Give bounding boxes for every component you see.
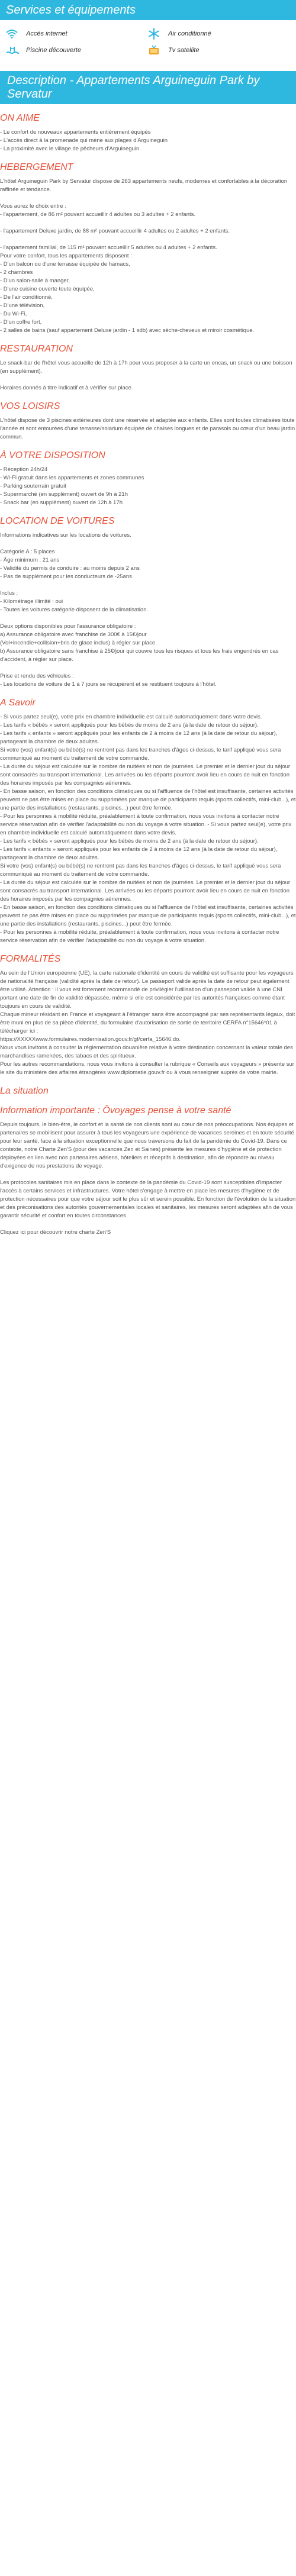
text-line: Nous vous invitons à consulter la réglementation douanière relative à votre destination concernant la valeur totale des marchandises ramenées, des tabacs et des spiritueux. — [0, 1044, 293, 1059]
text-line: Inclus : — [0, 590, 18, 597]
section-content — [0, 417, 296, 441]
description-title: Description - Appartements Arguineguin Park by Servatur — [0, 71, 296, 104]
paragraph — [0, 1179, 296, 1220]
text-line: https://XXXXXwww.formulaires.modernisation.gouv.fr/gf/cerfa_15646.do. — [0, 1036, 181, 1043]
text-line: - En basse saison, en fonction des conditions climatiques ou si l'affluence de l'hôtel est insuffisante, certaines activités peuvent ne pas être mises en place ou supprimées par manque de participants requis (sports collectifs, mini-club...), et une partie des installations (restaurants, piscines...) peut être fermée. — [0, 788, 296, 811]
snowflake-icon — [148, 27, 163, 40]
text-line: - De l'air conditionné, — [0, 294, 53, 301]
text-line: - 2 chambres — [0, 269, 33, 276]
services-title: Services et équipements — [0, 0, 296, 20]
amenity-pool — [6, 44, 148, 57]
section-heading: Information importante : Ôvoyages pense à votre santé — [0, 1105, 231, 1115]
section-content — [0, 531, 296, 689]
text-line: Les protocoles sanitaires mis en place dans le contexte de la pandémie du Covid-19 sont susceptibles d'impacter l'accès à certains services et infrastructures. Votre hôtel s'engage à mettre en place les mesures d'hygiène et de protection nécessaires pour que votre séjour soit le plus sûr et serein possible. En fonction de l'évolution de la situation et des préconisations des autorités gouvernementales locales et sanitaires, les mesures seront adaptées afin de vous garantir sécurité et confort en toutes circonstances. — [0, 1179, 296, 1219]
text-line: - Wi-Fi gratuit dans les appartements et zones communes — [0, 475, 144, 481]
paragraph — [0, 466, 296, 507]
text-line: - D'une cuisine ouverte toute équipée, — [0, 286, 95, 292]
text-line: Pour votre confort, tous les appartements disposent : — [0, 253, 132, 259]
text-line: a) Assurance obligatoire avec franchise de 300€ à 15€/jour — [0, 631, 147, 638]
text-line: Si votre (vos) enfant(s) ou bébé(s) ne rentrent pas dans les tranches d'âges ci-dessus, le tarif appliqué vous sera communiqué au moment du traitement de votre commande. — [0, 747, 281, 762]
text-line: - D'une télévision, — [0, 302, 45, 309]
text-line: - l'appartement familial, de 115 m² pouvant accueillir 5 adultes ou 4 adultes + 2 enfants. — [0, 244, 217, 251]
text-line: - D'un salon-salle à manger, — [0, 278, 70, 284]
text-line: Horaires donnés à titre indicatif et à vérifier sur place. — [0, 385, 133, 391]
text-line: Deux options disponibles pour l'assurance obligatoire : — [0, 623, 136, 630]
text-line: - Les tarifs « enfants » seront appliqués pour les enfants de 2 à moins de 12 ans (à la date de retour du séjour), partageant la chambre de deux adultes. — [0, 846, 278, 861]
text-line: - Supermarché (en supplément) ouvert de 9h à 21h — [0, 491, 128, 498]
text-line: Catégorie A : 5 places — [0, 549, 55, 555]
text-line: - Pour les personnes à mobilité réduite, préalablement à toute confirmation, nous vous invitons à contacter notre service réservation afin de vérifier l'adaptabilité ou non du voyage à votre situation. - Si vous partez seul(e), votre prix en chambre individuelle est calculé automatiquement dans votre devis. — [0, 813, 292, 836]
paragraph — [0, 548, 296, 581]
section-location-voitures — [0, 515, 296, 689]
text-line: - Parking souterrain gratuit — [0, 483, 66, 489]
paragraph — [0, 384, 296, 392]
text-line: - La durée du séjour est calculée sur le nombre de nuitées et non de journées. Le premier et le dernier jour du séjour sont consacrés au transport international. Les arrivées ou les départs pourront avoir lieu en cours de nuit en fonction des horaires imposés par les compagnies aériennes. — [0, 763, 291, 786]
text-line: - Les tarifs « bébés » seront appliqués pour les bébés de moins de 2 ans (à la date de retour du séjour). — [0, 838, 259, 844]
text-line: - Kilométrage illimité : oui — [0, 598, 63, 605]
section-content — [0, 466, 296, 507]
text-line: - La proximité avec le village de pêcheurs d'Arguineguin — [0, 146, 140, 152]
text-line: - l'appartement Deluxe jardin, de 88 m² pouvant accueillir 4 adultes ou 2 adultes + 2 enfants. — [0, 228, 230, 234]
section-heading: À VOTRE DISPOSITION — [0, 450, 105, 460]
section-situation — [0, 1085, 296, 1097]
text-line: - Les tarifs « enfants » seront appliqués pour les enfants de 2 à moins de 12 ans (à la date de retour du séjour), partageant la chambre de deux adultes. — [0, 730, 278, 745]
paragraph — [0, 417, 296, 441]
text-line: Cliquez ici pour découvrir notre charte Zen'S — [0, 1229, 111, 1236]
section-content — [0, 359, 296, 392]
text-line: - L'accès direct à la promenade qui mène aux plages d'Arguineguin — [0, 137, 168, 144]
text-line: - Snack bar (en supplément) ouvert de 12h à 17h — [0, 499, 123, 506]
section-heading: LOCATION DE VOITURES — [0, 516, 115, 526]
text-line: - En basse saison, en fonction des conditions climatiques ou si l'affluence de l'hôtel est insuffisante, certaines activités peuvent ne pas être mises en place ou supprimées par manque de participants requis (sports collectifs, mini-club...), et une partie des installations (restaurants, piscines...) peut être fermée. — [0, 904, 296, 927]
text-line: - Toutes les voitures catégorie disposent de la climatisation. — [0, 607, 149, 613]
amenity-label: Piscine découverte — [26, 47, 81, 54]
text-line: - D'un coffre fort, — [0, 319, 42, 325]
paragraph — [0, 1229, 296, 1237]
pool-icon — [6, 44, 21, 57]
text-line: L'hôtel Arguineguin Park by Servatur dispose de 263 appartements neufs, modernes et confortables à la décoration raffinée et tendance. — [0, 178, 288, 193]
section-content — [0, 969, 296, 1077]
paragraph — [0, 713, 296, 945]
section-heading: FORMALITÉS — [0, 954, 61, 964]
section-heading: RESTAURATION — [0, 344, 73, 354]
text-line: Chaque mineur résidant en France et voyageant à l'étranger sans être accompagné par ses représentants légaux, doit être muni en plus de sa pièce d'identité, du formulaire d'autorisation de sortie de territoire CERFA n°15646*01 à télécharger ici : — [0, 1011, 295, 1034]
page — [0, 0, 296, 1251]
description-body — [0, 112, 296, 1237]
text-line: - La durée du séjour est calculée sur le nombre de nuitées et non de journées. Le premier et le dernier jour du séjour sont consacrés au transport international. Les arrivées ou les départs pourront avoir lieu en cours de nuit en fonction des horaires imposés par les compagnies aériennes. — [0, 879, 291, 902]
section-restauration — [0, 343, 296, 392]
amenity-air-conditioning — [148, 27, 290, 40]
section-content — [0, 128, 296, 153]
text-line: - Du Wi-Fi, — [0, 311, 27, 317]
text-line: L'hôtel dispose de 3 piscines extérieures dont une réservée et adaptée aux enfants. Elles sont toutes climatisées toute l'année et sont entourées d'une terrasse/solarium équipée de chaises longues et de parasols ou cœur d'un beau jardin commun. — [0, 417, 295, 440]
satellite-tv-icon — [148, 44, 163, 57]
section-heading: A Savoir — [0, 698, 36, 708]
text-line: - Âge minimum : 21 ans — [0, 557, 60, 563]
amenity-satellite-tv — [148, 44, 290, 57]
section-heading: La situation — [0, 1086, 49, 1096]
text-line: b) Assurance obligatoire sans franchise à 25€/jour qui couvre tous les risques et tous les frais engendrés en cas d'accident, à régler sur place. — [0, 648, 279, 663]
text-line: - Le confort de nouveaux appartements entièrement équipés — [0, 129, 151, 136]
text-line: - Si vous partez seul(e), votre prix en chambre individuelle est calculé automatiquement dans votre devis. — [0, 714, 262, 720]
section-heading: VOS LOISIRS — [0, 401, 60, 411]
section-disposition — [0, 450, 296, 507]
text-line: - 2 salles de bains (sauf appartement Deluxe jardin - 1 sdb) avec sèche-cheveux et miroir cosmétique. — [0, 327, 255, 334]
text-line: - Validité du permis de conduire : au moins depuis 2 ans — [0, 565, 140, 572]
section-content — [0, 1121, 296, 1237]
text-line: Prise et rendu des véhicules : — [0, 673, 74, 679]
section-covid — [0, 1105, 296, 1237]
paragraph — [0, 178, 296, 194]
amenities-grid — [0, 20, 296, 69]
text-line: - D'un balcon ou d'une terrasse équipée de hamacs, — [0, 261, 130, 267]
section-hebergement — [0, 162, 296, 335]
text-line: - Réception 24h/24 — [0, 466, 48, 473]
paragraph — [0, 531, 296, 540]
paragraph — [0, 1121, 296, 1171]
text-line: - l'appartement, de 86 m² pouvant accueillir 4 adultes ou 3 adultes + 2 enfants. — [0, 211, 196, 218]
paragraph — [0, 202, 296, 219]
text-line: - Pour les personnes à mobilité réduite, préalablement à toute confirmation, nous vous invitons à contacter notre service réservation afin de vérifier l'adaptabilité ou non du voyage à votre situation. — [0, 929, 279, 944]
section-a-savoir — [0, 697, 296, 945]
text-line: (Vol+incendie+collision+bris de glace inclus) à régler sur place. — [0, 640, 157, 646]
text-line: Au sein de l'Union européenne (UE), la carte nationale d'identité en cours de validité est suffisante pour les voyageurs de nationalité française (validité après la date de retour). Le passeport valide après la date de retour peut également être utilisé. Attention : il vous est fortement recommandé de privilégier l'utilisation d'un passeport valide à une CNI portant une date de fin de validité dépassée, même si elle est considérée par les autorités françaises comme étant toujours en cours de validité. — [0, 970, 294, 1010]
text-line: - Pas de supplément pour les conducteurs de -25ans. — [0, 573, 134, 580]
text-line: Si votre (vos) enfant(s) ou bébé(s) ne rentrent pas dans les tranches d'âges ci-dessus, le tarif appliqué vous sera communiqué au moment du traitement de votre commande. — [0, 863, 281, 878]
paragraph — [0, 244, 296, 335]
paragraph — [0, 227, 296, 236]
text-line: - Les tarifs « bébés » seront appliqués pour les bébés de moins de 2 ans (à la date de retour du séjour). — [0, 722, 259, 728]
paragraph — [0, 359, 296, 376]
text-line: Pour les autres recommandations, nous vous invitons à consulter la rubrique « Conseils aux voyageurs » présente sur le site du ministère des affaires étrangères www.diplomatie.gouv.fr ou à vous renseigner auprès de votre mairie. — [0, 1061, 294, 1076]
text-line: Informations indicatives sur les locations de voitures. — [0, 532, 131, 539]
paragraph — [0, 589, 296, 614]
amenity-label: Tv satellite — [168, 47, 200, 54]
section-heading: HEBERGEMENT — [0, 162, 73, 172]
amenity-label: Air conditionné — [168, 30, 211, 37]
section-loisirs — [0, 401, 296, 441]
section-content — [0, 713, 296, 945]
amenity-internet — [6, 27, 148, 40]
section-heading: ON AIME — [0, 113, 40, 123]
text-line: Le snack-bar de l'hôtel vous accueille de 12h à 17h pour vous proposer à la carte un encas, un snack ou une boisson (en supplément). — [0, 360, 292, 375]
wifi-icon — [6, 27, 21, 40]
section-content — [0, 178, 296, 335]
paragraph — [0, 969, 296, 1077]
paragraph — [0, 672, 296, 689]
text-line: Depuis toujours, le bien-être, le confort et la santé de nos clients sont au cœur de nos préoccupations. Nos équipes et partenaires se mobilisent pour assurer à tous les voyageurs une expérience de vacances sereines et en toute sécurité pour leur santé, face à la situation exceptionnelle que nous traversons du fait de la pandémie du Covid-19. Dans ce contexte, notre Charte Zen'S (pour des vacances Zen et Saines) présente les mesures d'hygiène et de protection déployées en lien avec nos partenaires aériens, hôteliers et réceptifs à destination, afin de répondre au niveau d'exigence de nos prestations de voyage. — [0, 1121, 294, 1169]
section-on-aime — [0, 112, 296, 153]
text-line: Vous aurez le choix entre : — [0, 203, 66, 209]
section-formalites — [0, 953, 296, 1077]
text-line: - Les locations de voiture de 1 à 7 jours se récupèrent et se restituent toujours à l'hôtel. — [0, 681, 217, 688]
amenity-label: Accès internet — [26, 30, 67, 37]
paragraph — [0, 623, 296, 664]
